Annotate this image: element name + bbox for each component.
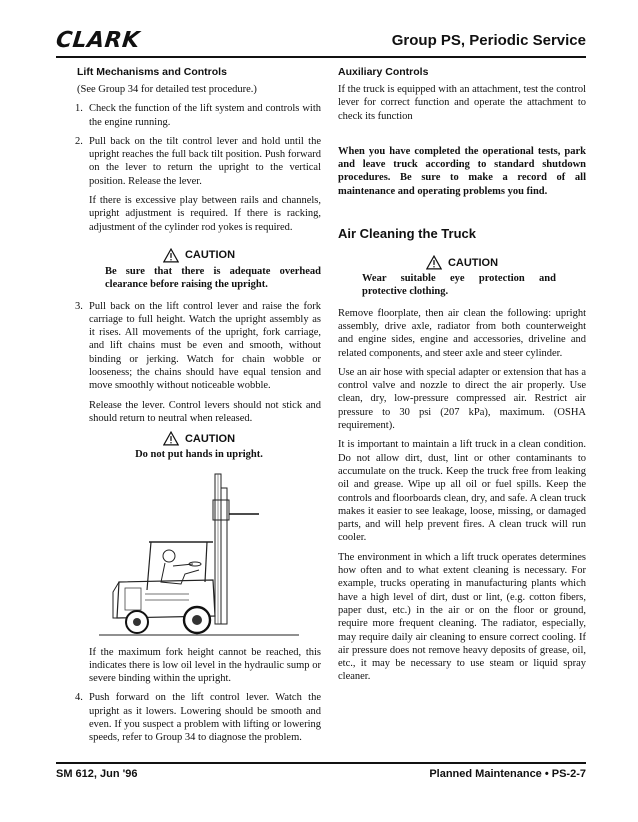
step-text: Check the function of the lift system and controls with the engine running. [89,103,321,128]
caution-label: CAUTION [184,249,236,262]
warning-triangle-icon [426,255,442,270]
air-clean-paragraph-4: The environment in which a lift truck operates determines how often and to what extent cleaning is necessary. For example, trucks operating in manufacturing plants which have a high level of dirt, dust or lint, (e.g. cotton fibers, paper dust, etc.) in the air or on the floor or ground, require more frequent cleaning. The radiator, especially, may require daily air cleaning to ensure correct cooling. If air pressure does not remove heavy deposits of grease, oil, etc., it may be necessary to use steam or liquid spray cleaner. [338,551,586,683]
forklift-illustration [89,470,309,640]
step-number: 4. [75,692,83,704]
caution-header-2 [77,431,321,446]
step-4 [77,691,321,744]
step-number: 3. [75,300,83,312]
footer-divider [56,762,586,764]
caution-text-2: Do not put hands in upright. [135,449,263,461]
footer-page-ref: Planned Maintenance • PS-2-7 [429,768,586,780]
step-1 [77,102,321,129]
step-text: Pull back on the tilt control lever and hold until the upright reaches the full back tilt position. Push forward on the lever to return the upright to the vertical position. Release the lever. [89,135,321,187]
footer-manual-ref: SM 612, Jun '96 [56,768,138,780]
caution-label: CAUTION [447,256,499,269]
header-divider [56,56,586,58]
air-clean-paragraph-1: Remove floorplate, then air clean the following: upright assembly, drive axle, radiator from both counterweight and engine sides, engine and accessories, driveline and related components, and steer axle and steer cylinder. [338,307,586,359]
step-number: 1. [75,103,83,115]
air-cleaning-heading: Air Cleaning the Truck [338,226,476,242]
air-clean-paragraph-2: Use an air hose with special adapter or extension that has a control valve and nozzle to direct the air properly. Use clean, dry, low-pressure compressed air. Restrict air pressure to 30 psi (207 kPa), maximum. (OSHA requirement). [338,366,586,432]
auxiliary-controls-text: If the truck is equipped with an attachment, test the control lever for correct function and operate the attachment to check its function [338,84,586,122]
operational-tests-note: When you have completed the operational tests, park and leave truck according to standard shutdown procedures. Be sure to make a record of all maintenance and operating problems you find. [338,145,586,197]
right-column [338,66,586,690]
caution-text-1: Be sure that there is adequate overhead clearance before raising the upright. [105,265,321,291]
page-header [56,28,586,56]
figure-note: If the maximum fork height cannot be reached, this indicates there is low oil level in the hydraulic sump or severe binding within the upright. [89,646,321,685]
step-3 [77,300,321,393]
warning-triangle-icon [163,431,179,446]
lift-mechanisms-heading: Lift Mechanisms and Controls [77,66,227,78]
caution-header-3 [338,255,586,270]
caution-label: CAUTION [184,432,236,445]
intro-text: (See Group 34 for detailed test procedure.) [77,84,257,95]
step-text: Push forward on the lift control lever. Watch the upright as it lowers. Lowering should be smooth and even. If you suspect a problem with lifting or lowering speeds, refer to Group 34 to diagnose the problem. [89,692,321,744]
step-2-note: If there is excessive play between rails and channels, upright adjustment is required. If there is racking, adjustment of the cylinder rod yokes is required. [89,195,321,233]
caution-text-3: Wear suitable eye protection and protective clothing. [362,273,556,298]
caution-header-1 [77,248,321,263]
group-title: Group PS, Periodic Service [391,32,586,49]
step-2 [77,135,321,188]
air-clean-paragraph-3: It is important to maintain a lift truck in a clean condition. Do not allow dirt, dust, lint or other contaminants to accumulate on the truck. Keep the truck free from leaking oil and grease. Wipe up all oil or fuel spills. Keep the controls and floorboards clean, dry, and safe. A clean truck makes it easier to see leakage, loose, missing, or damaged parts, and will help prevent fires. A clean truck will run cooler. [338,439,586,544]
clark-logo: CLARK [54,28,142,53]
step-number: 2. [75,135,83,147]
forklift-drawing [89,470,309,640]
warning-triangle-icon [163,248,179,263]
auxiliary-controls-heading: Auxiliary Controls [338,66,429,78]
step-text: Pull back on the lift control lever and raise the fork carriage to full height. Watch the upright assembly as it rises. All movements of the upright, fork carriage, and lift chains must be even and smooth, without binding or jerking. Watch for chain wobble or looseness; the chains should have equal tension and move smoothly without noticeable wobble. [89,300,321,392]
step-3-note: Release the lever. Control levers should not stick and should return to neutral when released. [89,399,321,424]
left-column [77,66,321,751]
